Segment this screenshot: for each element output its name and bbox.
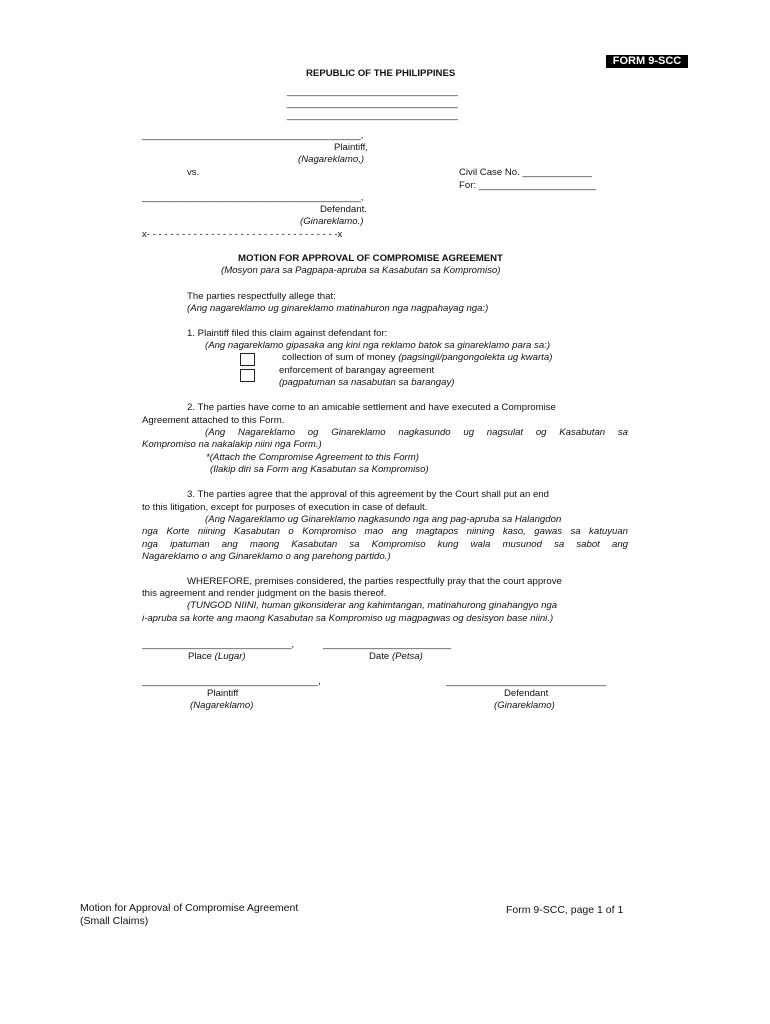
item-3-line-1: 3. The parties agree that the approval of this agreement by the Court shall put an end [187, 489, 549, 500]
place-blank: ____________________________, [142, 639, 295, 650]
barangay-agreement-translation: (pagpatuman sa nasabutan sa barangay) [279, 377, 455, 388]
court-blank-line-3: ________________________________ [287, 110, 458, 121]
place-label: Place (Lugar) [188, 651, 246, 662]
case-for-field: For: ______________________ [459, 180, 597, 191]
date-label: Date (Petsa) [369, 651, 423, 662]
item-2-line-2: Agreement attached to this Form. [142, 415, 285, 426]
item-3-line-2: to this litigation, except for purposes of execution in case of default. [142, 502, 428, 513]
plaintiff-caption-translation: (Nagareklamo,) [298, 154, 365, 165]
plaintiff-signature-translation: (Nagareklamo) [190, 700, 254, 711]
wherefore-translation-line-1: (TUNGOD NIINI, human gikonsiderar ang kahimtangan, matinahurong ginahangyo nga [187, 600, 558, 611]
collection-of-money-option: collection of sum of money (pagsingil/pangongolekta ug kwarta) [282, 352, 553, 363]
collection-of-money-checkbox[interactable] [240, 353, 255, 366]
item-1-translation: (Ang nagareklamo gipasaka ang kini nga reklamo batok sa ginareklamo para sa:) [205, 340, 551, 351]
defendant-signature-blank: ______________________________ [446, 676, 607, 687]
document-title-translation: (Mosyon para sa Pagpapa-apruba sa Kasabutan sa Kompromiso) [221, 265, 501, 276]
item-2-translation-line-2: Kompromiso na nakalakip niini nga Form.) [142, 439, 322, 450]
court-blank-line-2: ________________________________ [287, 98, 458, 109]
wherefore-line-2: this agreement and render judgment on the basis thereof. [142, 588, 387, 599]
barangay-agreement-checkbox[interactable] [240, 369, 255, 382]
item-3-translation-line-2: nga Korte niining Kasabutan o Kompromiso mao ang magtapos niining kaso, gawas sa katuyuan [142, 526, 628, 537]
defendant-caption-translation: (Ginareklamo.) [300, 216, 364, 227]
intro-translation: (Ang nagareklamo ug ginareklamo matinahuron nga nagpahayag nga:) [187, 303, 489, 314]
plaintiff-caption-label: Plaintiff, [334, 142, 368, 153]
civil-case-number-field: Civil Case No. _____________ [459, 167, 592, 178]
defendant-signature-label: Defendant [504, 688, 549, 699]
barangay-agreement-option: enforcement of barangay agreement [279, 365, 435, 376]
plaintiff-name-blank: _________________________________________, [142, 130, 364, 141]
plaintiff-signature-label: Plaintiff [207, 688, 239, 699]
footer-title: Motion for Approval of Compromise Agreement [80, 902, 299, 914]
court-blank-line-1: ________________________________ [287, 86, 458, 97]
item-3-translation-line-3: nga ipatuman ang maong Kasabutan sa Kompromiso kung wala musunod sa sabot ang [142, 539, 628, 550]
date-blank: ________________________ [323, 639, 452, 650]
item-3-translation-line-4: Nagareklamo o ang Ginareklamo o ang parehong partido.) [142, 551, 391, 562]
attach-note: *(Attach the Compromise Agreement to this Form) [206, 452, 419, 463]
defendant-name-blank: _________________________________________, [142, 192, 364, 203]
republic-heading: REPUBLIC OF THE PHILIPPINES [306, 68, 456, 79]
plaintiff-signature-blank: _________________________________, [142, 676, 321, 687]
item-2-translation-line-1: (Ang Nagareklamo og Ginareklamo nagkasundo ug nagsulat og Kasabutan sa [205, 427, 628, 438]
versus-label: vs. [187, 167, 200, 178]
caption-divider: x- - - - - - - - - - - - - - - - - - - - - - - - - - - - - - - - -x [142, 229, 343, 240]
item-3-translation-line-1: (Ang Nagareklamo ug Ginareklamo nagkasundo nga ang pag-apruba sa Halangdon [205, 514, 562, 525]
item-2-line-1: 2. The parties have come to an amicable settlement and have executed a Compromise [187, 402, 556, 413]
footer-subtitle: (Small Claims) [80, 915, 149, 927]
item-1-text: 1. Plaintiff filed this claim against defendant for: [187, 328, 388, 339]
defendant-caption-label: Defendant. [320, 204, 367, 215]
intro-text: The parties respectfully allege that: [187, 291, 336, 302]
footer-page-info: Form 9-SCC, page 1 of 1 [506, 904, 624, 916]
defendant-signature-translation: (Ginareklamo) [494, 700, 555, 711]
form-code-badge: FORM 9-SCC [606, 55, 688, 68]
document-title: MOTION FOR APPROVAL OF COMPROMISE AGREEMENT [238, 253, 503, 264]
wherefore-line-1: WHEREFORE, premises considered, the parties respectfully pray that the court approve [187, 576, 562, 587]
attach-note-translation: (Ilakip diri sa Form ang Kasabutan sa Kompromiso) [210, 464, 429, 475]
wherefore-translation-line-2: i-apruba sa korte ang maong Kasabutan sa Kompromiso ug magpagwas og desisyon base niini.) [142, 613, 554, 624]
